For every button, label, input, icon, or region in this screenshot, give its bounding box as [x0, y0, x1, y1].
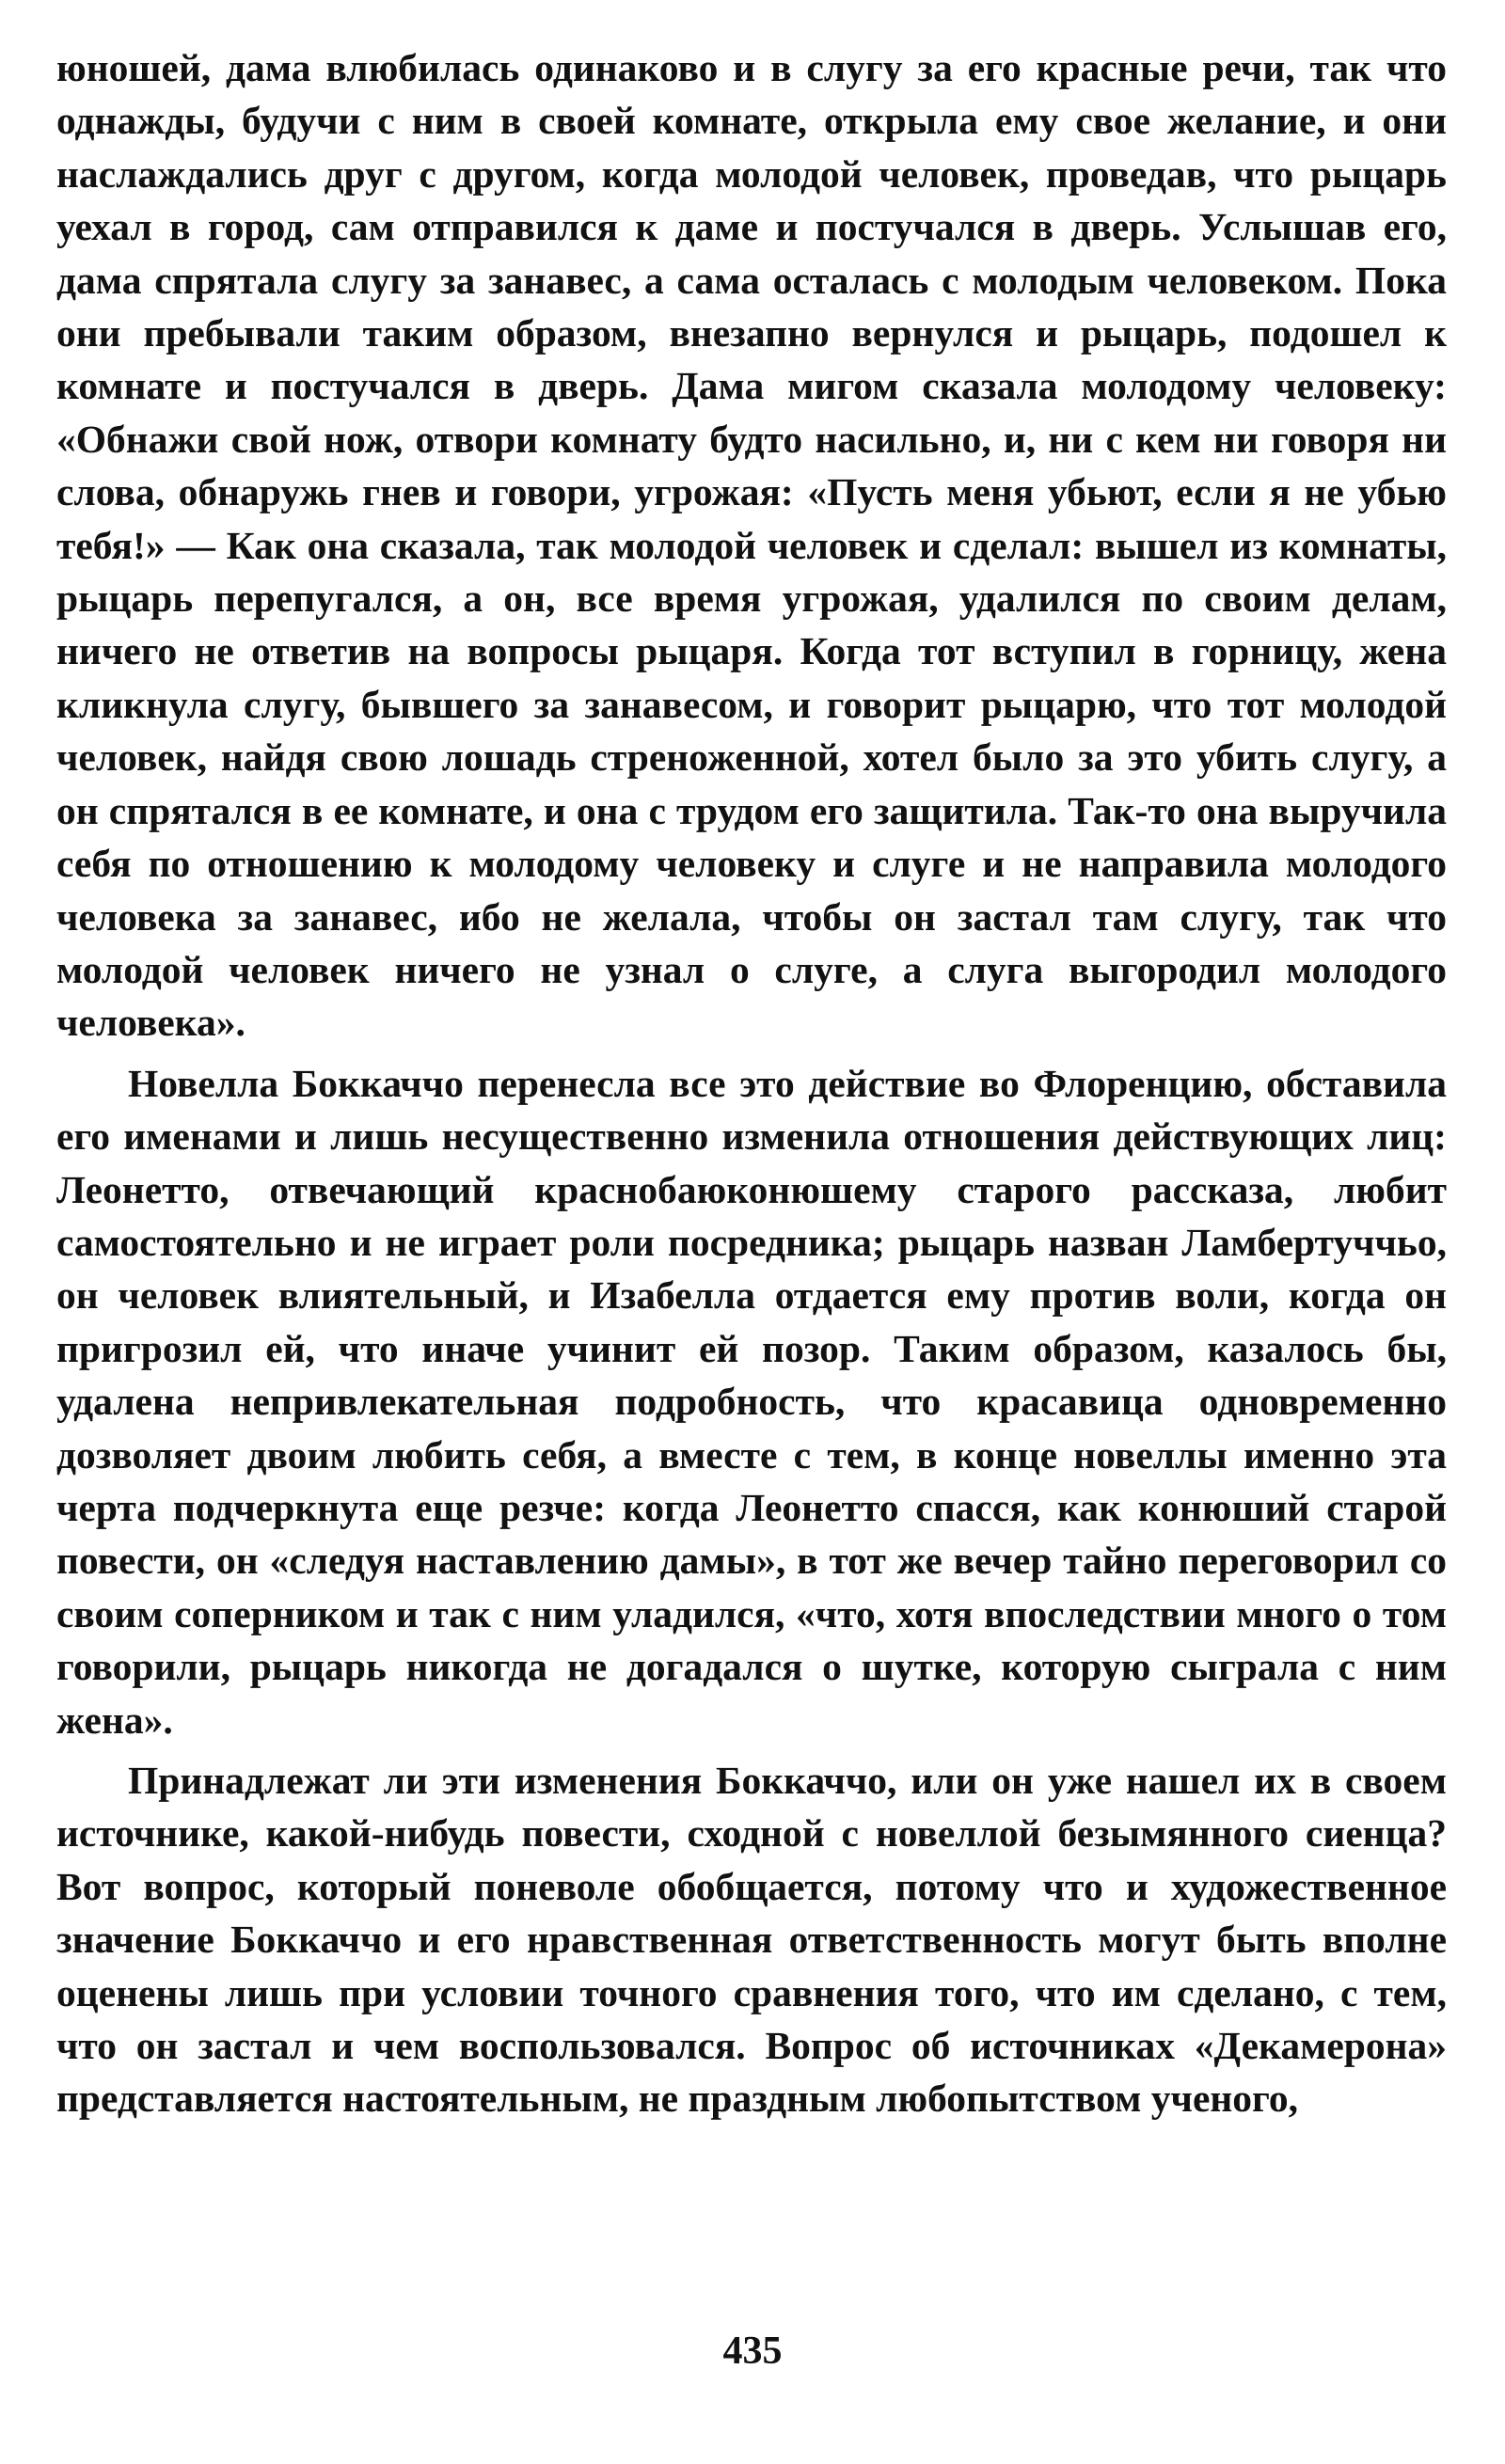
paragraph-1: юношей, дама влюбилась одинаково и в слугу за его красные речи, так что однажды, будучи с ним в своей комнате, открыла ему свое желание, и они наслаждались друг с другом, когда молодой человек, проведав, что рыцарь уехал в город, сам отправился к даме и постучался в дверь. Услышав его, дама спрятала слугу за занавес, а сама осталась с молодым человеком. Пока они пребывали таким образом, внезапно вернулся и рыцарь, подошел к комнате и постучался в дверь. Дама мигом сказала молодому человеку: «Обнажи свой нож, отвори комнату будто насильно, и, ни с кем ни говоря ни слова, обнаружь гнев и говори, угрожая: «Пусть меня убьют, если я не убью тебя!» — Как она сказала, так молодой человек и сделал: вышел из комнаты, рыцарь перепугался, а он, все время угрожая, удалился по своим делам, ничего не ответив на вопросы рыцаря. Когда тот вступил в горницу, жена кликнула слугу, бывшего за занавесом, и говорит рыцарю, что тот молодой человек, найдя свою лошадь стреноженной, хотел было за это убить слугу, а он спрятался в ее комнате, и она с трудом его защитила. Так-то она выручила себя по отношению к молодому человеку и слуге и не направила молодого человека за занавес, ибо не желала, чтобы он застал там слугу, так что молодой человек ничего не узнал о слуге, а слуга выгородил молодого человека».	[56, 46, 1447, 1045]
paragraph-3: Принадлежат ли эти изменения Боккаччо, или он уже нашел их в своем источнике, какой-нибудь повести, сходной с новеллой безымянного сиенца? Вот вопрос, который поневоле обобщается, потому что и художественное значение Боккаччо и его нравственная ответственность могут быть вполне оценены лишь при условии точного сравнения того, что им сделано, с тем, что он застал и чем воспользовался. Вопрос об источниках «Декамерона» представляется настоятельным, не праздным любопытством ученого,	[56, 1759, 1447, 2121]
body-text	[56, 41, 1447, 2125]
book-page	[56, 41, 1447, 2393]
paragraph-2: Новелла Боккаччо перенесла все это действие во Флоренцию, обставила его именами и лишь несущественно изменила отношения действующих лиц: Леонетто, отвечающий краснобаюконюшему старого рассказа, любит самостоятельно и не играет роли посредника; рыцарь назван Ламбертуччьо, он человек влиятельный, и Изабелла отдается ему против воли, когда он пригрозил ей, что иначе учинит ей позор. Таким образом, казалось бы, удалена непривлекательная подробность, что красавица одновременно дозволяет двоим любить себя, а вместе с тем, в конце новеллы именно эта черта подчеркнута еще резче: когда Леонетто спасся, как конюший старой повести, он «следуя наставлению дамы», в тот же вечер тайно переговорил со своим соперником и так с ним уладился, «что, хотя впоследствии много о том говорили, рыцарь никогда не догадался о шутке, которую сыграла с ним жена».	[56, 1061, 1447, 1742]
page-number: 435	[722, 2330, 783, 2373]
